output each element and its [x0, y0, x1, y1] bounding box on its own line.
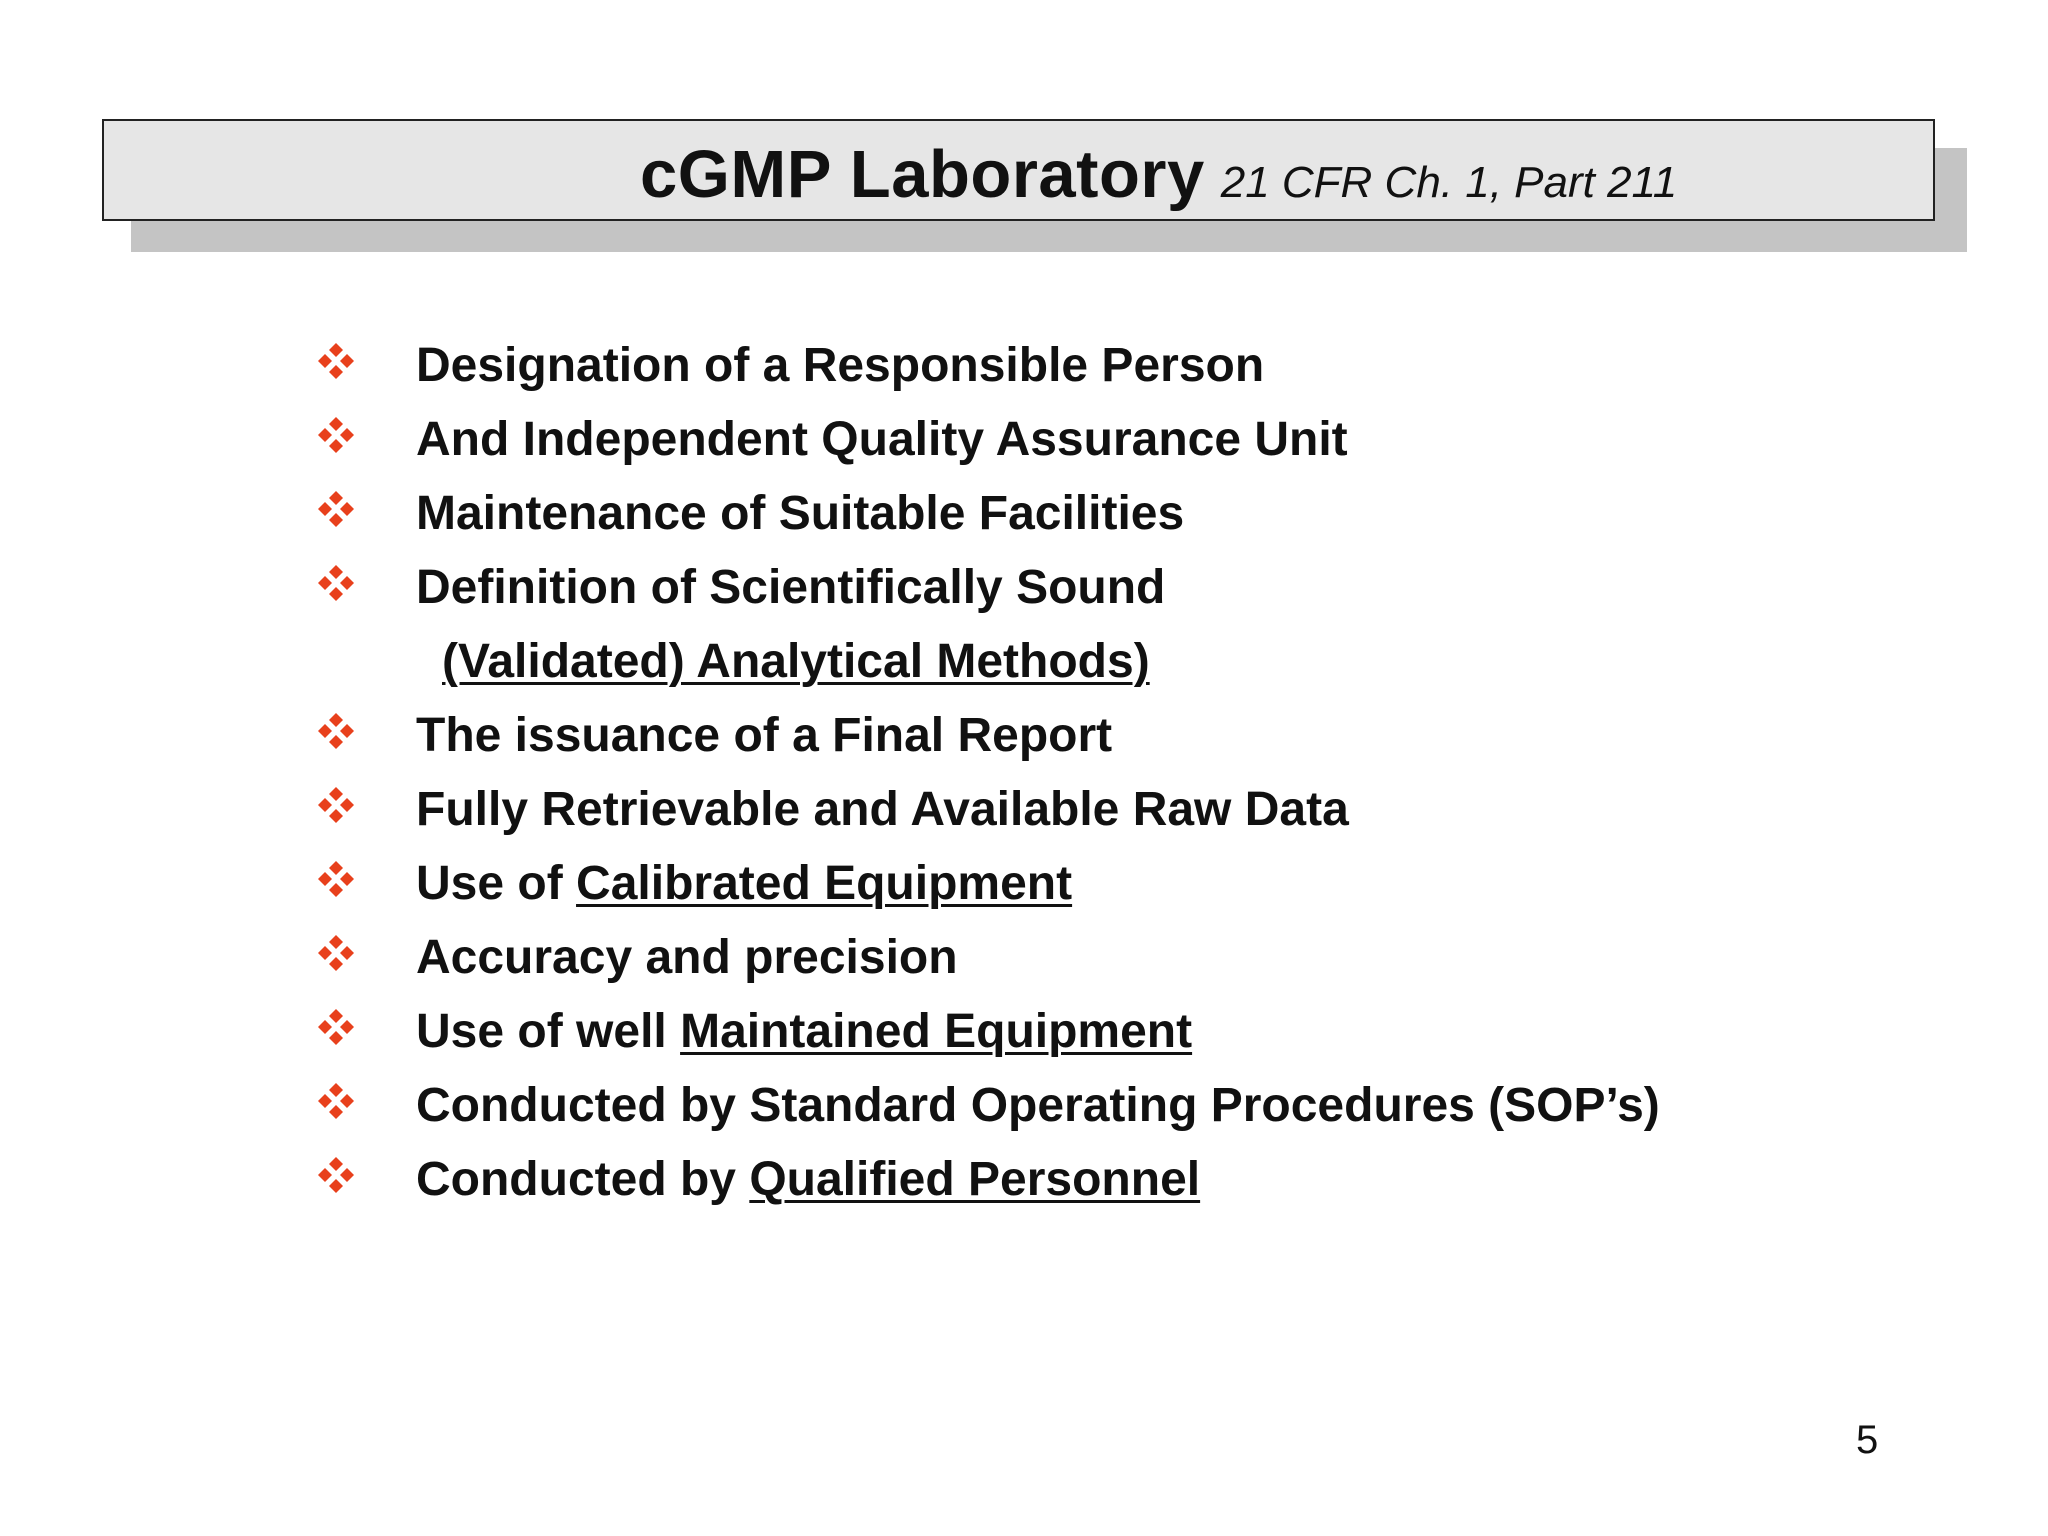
list-item	[0, 551, 2048, 625]
list-item-text: Maintenance of Suitable Facilities	[416, 487, 1185, 540]
list-item	[0, 995, 2048, 1069]
list-item-text: Definition of Scientifically Sound	[416, 561, 1166, 614]
list-item-text: Use of Calibrated Equipment	[416, 857, 1073, 910]
four-diamond-bullet-icon	[316, 563, 356, 603]
list-item-continuation	[0, 625, 2048, 699]
list-item	[0, 921, 2048, 995]
list-item	[0, 847, 2048, 921]
list-item-text: (Validated) Analytical Methods)	[442, 635, 1150, 688]
list-item-text: The issuance of a Final Report	[416, 709, 1113, 762]
list-item-text: Designation of a Responsible Person	[416, 339, 1265, 392]
slide-title	[640, 136, 1677, 213]
title-main: cGMP Laboratory	[640, 137, 1205, 212]
list-item	[0, 477, 2048, 551]
four-diamond-bullet-icon	[316, 1155, 356, 1195]
four-diamond-bullet-icon	[316, 785, 356, 825]
list-item-text: Conducted by Standard Operating Procedures (SOP’s)	[416, 1079, 1660, 1132]
bullet-list	[0, 329, 2048, 1217]
list-item-text: Accuracy and precision	[416, 931, 958, 984]
four-diamond-bullet-icon	[316, 1007, 356, 1047]
list-item-text: Fully Retrievable and Available Raw Data	[416, 783, 1349, 836]
four-diamond-bullet-icon	[316, 711, 356, 751]
four-diamond-bullet-icon	[316, 859, 356, 899]
four-diamond-bullet-icon	[316, 1081, 356, 1121]
list-item	[0, 699, 2048, 773]
list-item	[0, 329, 2048, 403]
list-item	[0, 403, 2048, 477]
list-item	[0, 1069, 2048, 1143]
four-diamond-bullet-icon	[316, 489, 356, 529]
four-diamond-bullet-icon	[316, 341, 356, 381]
list-item-text: Use of well Maintained Equipment	[416, 1005, 1193, 1058]
list-item-text: And Independent Quality Assurance Unit	[416, 413, 1348, 466]
list-item-text: Conducted by Qualified Personnel	[416, 1153, 1201, 1206]
four-diamond-bullet-icon	[316, 933, 356, 973]
page-number: 5	[1856, 1418, 1879, 1462]
title-subtitle: 21 CFR Ch. 1, Part 211	[1220, 158, 1678, 207]
list-item	[0, 1143, 2048, 1217]
list-item	[0, 773, 2048, 847]
four-diamond-bullet-icon	[316, 415, 356, 455]
